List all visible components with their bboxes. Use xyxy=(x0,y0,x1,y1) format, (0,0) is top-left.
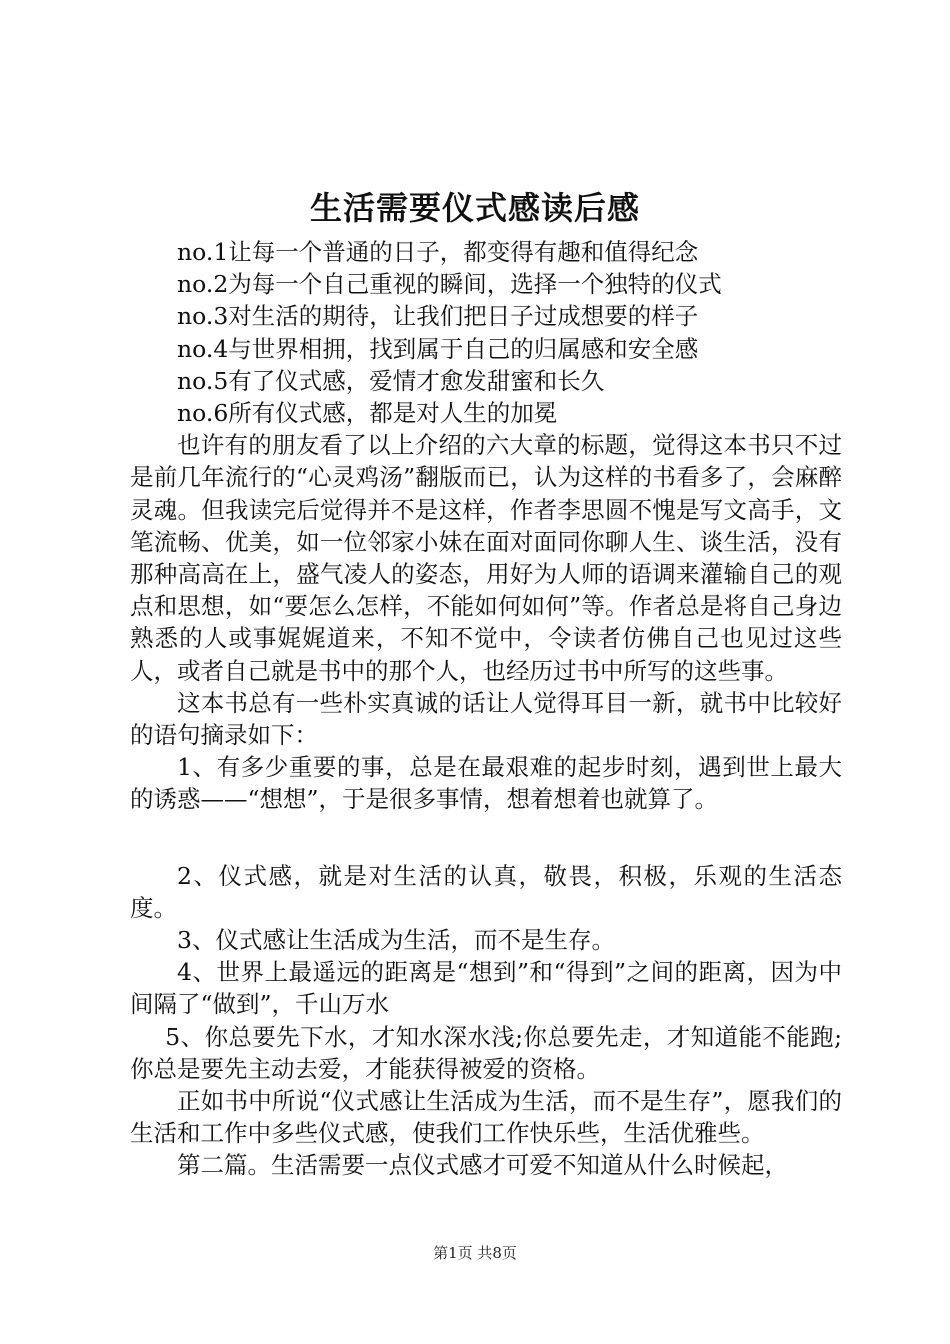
chapter-line: no.2为每一个自己重视的瞬间，选择一个独特的仪式 xyxy=(177,270,722,299)
chapter-line: no.5有了仪式感，爱情才愈发甜蜜和长久 xyxy=(177,366,605,395)
chapter-line: no.6所有仪式感，都是对人生的加冕 xyxy=(177,399,558,428)
chapter-line: no.3对生活的期待，让我们把日子过成想要的样子 xyxy=(177,302,699,331)
document-body xyxy=(130,236,842,1182)
quote-item: 3、仪式感让生活成为生活，而不是生存。 xyxy=(177,926,615,955)
quote-intro-paragraph: 这本书总有一些朴实真诚的话让人觉得耳目一新，就书中比较好的语句摘录如下： xyxy=(130,688,842,750)
chapter-line: no.1让每一个普通的日子，都变得有趣和值得纪念 xyxy=(177,238,699,266)
quote-item: 2、仪式感，就是对生活的认真，敬畏，积极，乐观的生活态度。 xyxy=(130,861,842,922)
conclusion-paragraph: 正如书中所说“仪式感让生活成为生活，而不是生存”，愿我们的生活和工作中多些仪式感，使我们工作快乐些，生活优雅些。 xyxy=(130,1087,842,1148)
blank-line xyxy=(130,816,842,860)
review-paragraph: 也许有的朋友看了以上介绍的六大章的标题，觉得这本书只不过是前几年流行的“心灵鸡汤”翻版而已，认为这样的书看多了，会麻醉灵魂。但我读完后觉得并不是这样，作者李思圆不愧是写文高手，文笔流畅、优美，如一位邻家小妹在面对面同你聊人生、谈生活，没有那种高高在上，盛气凌人的姿态，用好为人师的语调来灌输自己的观点和思想，如“要怎么怎样，不能如何如何”等。作者总是将自己身边熟悉的人或事娓娓道来，不知不觉中，令读者仿佛自己也见过这些人，或者自己就是书中的那个人，也经历过书中所写的这些事。 xyxy=(130,431,842,685)
page-footer: 第1页 共8页 xyxy=(433,1244,517,1262)
next-section-paragraph: 第二篇。生活需要一点仪式感才可爱不知道从什么时候起， xyxy=(177,1151,788,1180)
quote-item: 4、世界上最遥远的距离是“想到”和“得到”之间的距离，因为中间隔了“做到”，千山万水 xyxy=(130,958,842,1019)
chapter-line: no.4与世界相拥，找到属于自己的归属感和安全感 xyxy=(177,334,699,363)
quote-item: 5、你总要先下水，才知水深水浅;你总要先走，才知道能不能跑;你总是要先主动去爱，才能获得被爱的资格。 xyxy=(130,1022,842,1083)
document-title: 生活需要仪式感读后感 xyxy=(309,189,640,227)
quote-item: 1、有多少重要的事，总是在最艰难的起步时刻，遇到世上最大的诱惑——“想想”，于是很多事情，想着想着也就算了。 xyxy=(130,753,842,814)
